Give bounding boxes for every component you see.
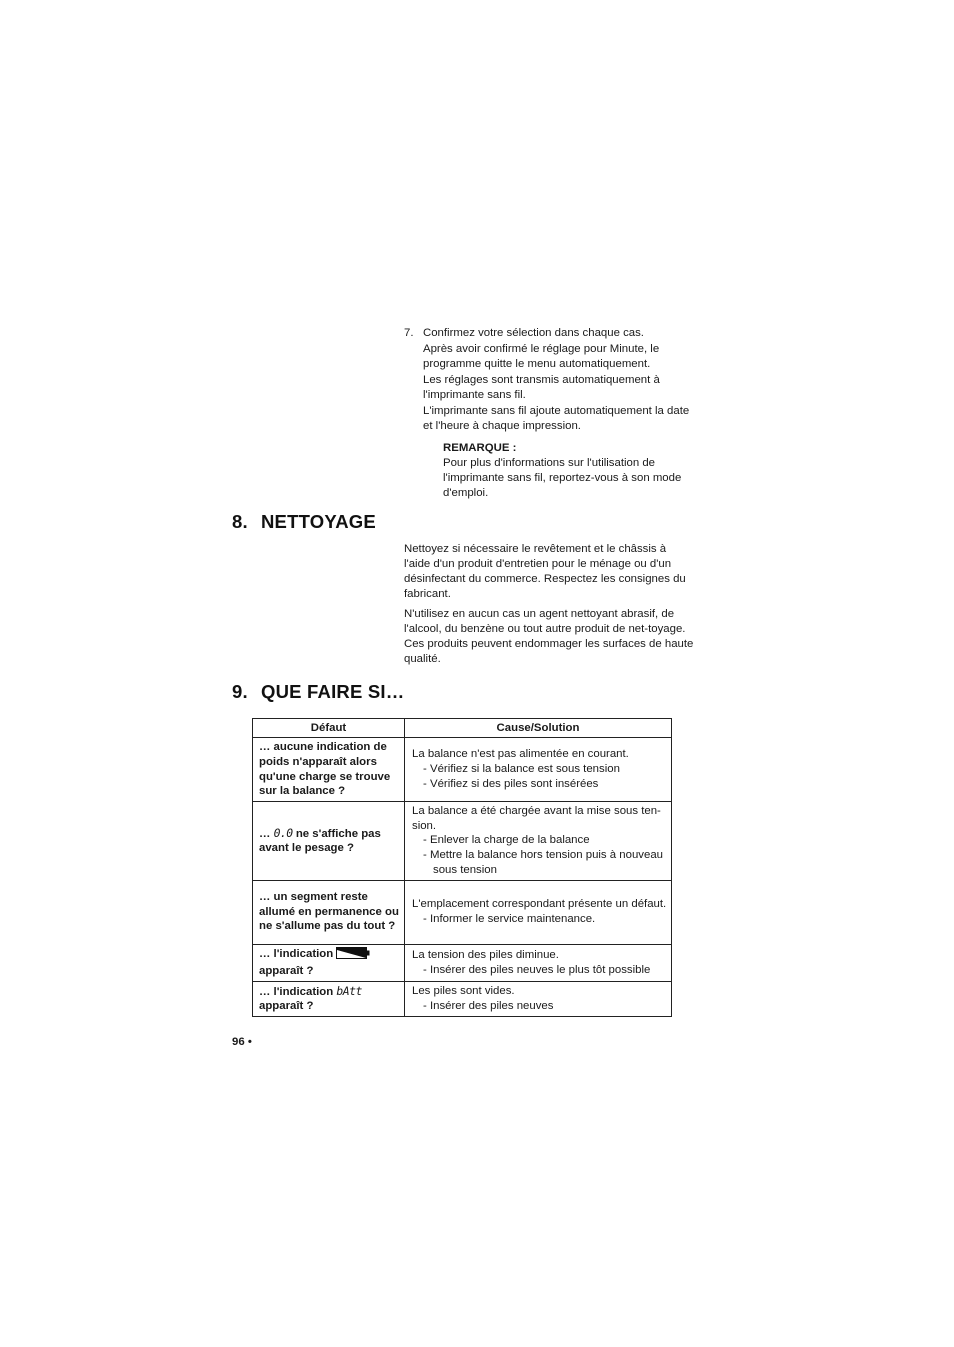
table-row — [253, 802, 672, 881]
cleaning-text — [404, 542, 694, 672]
defect-cell: … aucune indication de poids n'apparaît alors qu'une charge se trouve sur la balance ? — [253, 738, 405, 802]
section-number: 8. — [232, 511, 248, 532]
section-heading-troubleshooting — [232, 681, 404, 703]
solution-cell — [405, 738, 672, 802]
solution-cell — [405, 880, 672, 944]
step-line: Confirmez votre sélection dans chaque cas. — [423, 327, 644, 339]
section-heading-cleaning — [232, 511, 376, 533]
page-number: 96 • — [232, 1036, 252, 1048]
action-item: - Mettre la balance hors tension puis à nouveau sous tension — [423, 849, 663, 876]
cause-text: La tension des piles diminue. — [412, 948, 559, 961]
cause-text: Les piles sont vides. — [412, 985, 515, 998]
step-number: 7. — [404, 327, 414, 339]
table-row — [253, 944, 672, 981]
action-item: - Vérifiez si la balance est sous tension — [423, 763, 620, 776]
note-text: Pour plus d'informations sur l'utilisation de l'imprimante sans fil, reportez-vous à son mode d'emploi. — [443, 457, 682, 499]
section-number: 9. — [232, 681, 248, 702]
action-item: - Insérer des piles neuves — [423, 999, 554, 1012]
defect-cell: … 0.0 ne s'affiche pas avant le pesage ? — [253, 802, 405, 881]
battery-low-icon — [336, 947, 370, 964]
step-line: Les réglages sont transmis automatiquement à l'imprimante sans fil. — [423, 374, 660, 401]
note-label: REMARQUE : — [443, 442, 517, 454]
note-block — [443, 441, 698, 501]
solution-cell — [405, 944, 672, 981]
table-row — [253, 880, 672, 944]
section-title: NETTOYAGE — [261, 511, 376, 532]
paragraph: N'utilisez en aucun cas un agent nettoyant abrasif, de l'alcool, du benzène ou tout autre produit de net-toyage. Ces produits peuvent endommager les surfaces de haute qualité. — [404, 608, 694, 665]
table-row — [253, 981, 672, 1016]
header-cause-solution: Cause/Solution — [405, 719, 672, 738]
defect-cell: … l'indication bAtt apparaît ? — [253, 981, 405, 1016]
action-item: - Informer le service maintenance. — [423, 913, 596, 926]
defect-cell: … un segment reste allumé en permanence ou ne s'allume pas du tout ? — [253, 880, 405, 944]
defect-cell: … l'indication apparaît ? — [253, 944, 405, 981]
action-item: - Vérifiez si des piles sont insérées — [423, 777, 599, 790]
step-line: L'imprimante sans fil ajoute automatiquement la date et l'heure à chaque impression. — [423, 405, 690, 432]
action-item: - Insérer des piles neuves le plus tôt possible — [423, 963, 651, 976]
cause-text: L'emplacement correspondant présente un défaut. — [412, 898, 667, 911]
action-item: - Enlever la charge de la balance — [423, 834, 590, 847]
step-7 — [404, 326, 694, 435]
section-title: QUE FAIRE SI… — [261, 681, 405, 702]
display-batt-reading: bAtt — [336, 983, 362, 998]
solution-cell — [405, 802, 672, 881]
table-row — [253, 738, 672, 802]
header-defect: Défaut — [253, 719, 405, 738]
troubleshooting-table — [252, 718, 672, 1017]
display-zero-reading: 0.0 — [273, 825, 293, 840]
cause-text: La balance n'est pas alimentée en courant. — [412, 748, 629, 761]
step-line: Après avoir confirmé le réglage pour Minute, le programme quitte le menu automatiquement. — [423, 343, 660, 370]
solution-cell — [405, 981, 672, 1016]
cause-text: La balance a été chargée avant la mise sous ten-sion. — [412, 805, 661, 832]
paragraph: Nettoyez si nécessaire le revêtement et le châssis à l'aide d'un produit d'entretien pour le ménage ou d'un désinfectant du commerce. Respectez les consignes du fabricant. — [404, 543, 686, 600]
table-header-row — [253, 719, 672, 738]
